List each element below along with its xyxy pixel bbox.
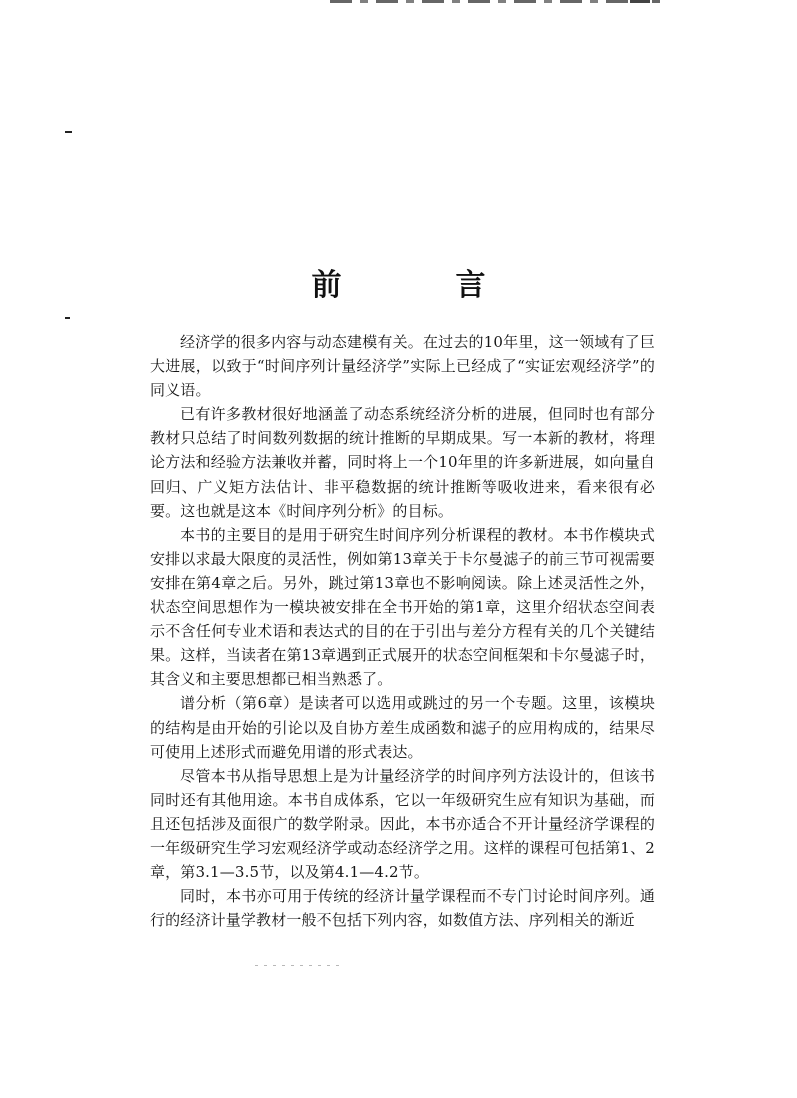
paragraph: 尽管本书从指导思想上是为计量经济学的时间序列方法设计的，但该书同时还有其他用途。本书自成体系，它以一年级研究生应有知识为基础，而且还包括涉及面很广的数学附录。因此，本书亦适合不开计量经济学课程的一年级研究生学习宏观经济学或动态经济学之用。这样的课程可包括第1、2章，第3.1—3.5节，以及第4.1—4.2节。: [150, 766, 655, 882]
paragraph: 本书的主要目的是用于研究生时间序列分析课程的教材。本书作模块式安排以求最大限度的灵活性，例如第13章关于卡尔曼滤子的前三节可视需要安排在第4章之后。另外，跳过第13章也不影响阅读。除上述灵活性之外，状态空间思想作为一模块被安排在全书开始的第1章，这里介绍状态空间表示不含任何专业术语和表达式的目的在于引出与差分方程有关的几个关键结果。这样，当读者在第13章遇到正式展开的状态空间框架和卡尔曼滤子时，其含义和主要思想都已相当熟悉了。: [150, 525, 655, 689]
scan-artifact-top: [330, 0, 660, 3]
paragraph: 同时，本书亦可用于传统的经济计量学课程而不专门讨论时间序列。通行的经济计量学教材一般不包括下列内容，如数值方法、序列相关的渐近: [150, 887, 655, 930]
scan-artifact-top-right: [630, 0, 650, 3]
body-text: [150, 330, 655, 932]
paragraph: 谱分析（第6章）是读者可以选用或跳过的另一个专题。这里，该模块的结构是由开始的引论以及自协方差生成函数和滤子的应用构成的，结果尽可使用上述形式而避免用谱的形式表达。: [150, 694, 655, 761]
margin-mark: [65, 131, 72, 133]
scan-artifact-bottom: [255, 965, 345, 966]
paragraph: 已有许多教材很好地涵盖了动态系统经济分析的进展，但同时也有部分教材只总结了时间数列数据的统计推断的早期成果。写一本新的教材，将理论方法和经验方法兼收并蓄，同时将上一个10年里的许多新进展，如向量自回归、广义矩方法估计、非平稳数据的统计推断等吸收进来，看来很有必要。这也就是这本《时间序列分析》的目标。: [150, 405, 655, 520]
paragraph: 经济学的很多内容与动态建模有关。在过去的10年里，这一领域有了巨大进展，以致于“时间序列计量经济学”实际上已经成了“实证宏观经济学”的同义语。: [150, 333, 655, 400]
margin-mark: [65, 317, 70, 319]
page-title: 前 言: [311, 268, 528, 304]
